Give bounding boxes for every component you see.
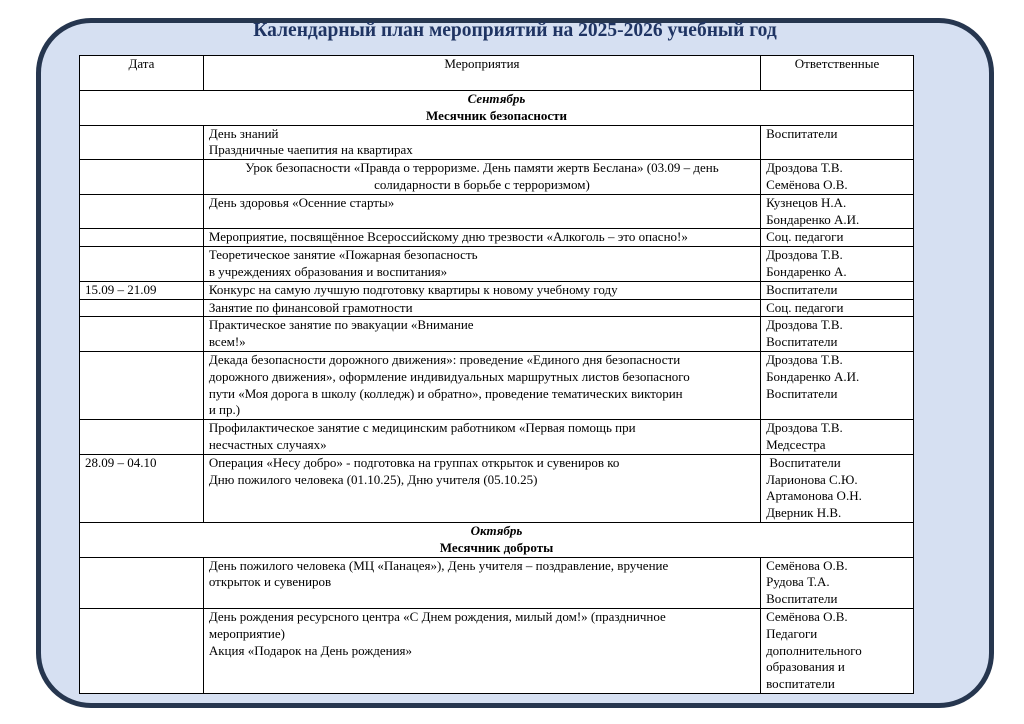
date-cell <box>80 557 204 608</box>
event-cell <box>203 317 760 352</box>
month-theme: Месячник доброты <box>439 539 554 555</box>
table-row <box>80 454 914 522</box>
responsible-cell <box>761 125 914 160</box>
event-text: День рождения ресурсного центра «С Днем рождения, милый дом!» (праздничное <box>208 608 666 624</box>
date-cell <box>80 608 204 693</box>
event-text: несчастных случаях» <box>208 436 327 452</box>
responsible-text: Воспитатели <box>766 454 841 470</box>
event-cell <box>203 160 760 195</box>
month-name: Октябрь <box>470 522 523 538</box>
table-row <box>80 317 914 352</box>
responsible-cell <box>761 557 914 608</box>
date-cell <box>80 194 204 229</box>
responsible-text: Бондаренко А. <box>766 263 847 279</box>
event-text: открыток и сувениров <box>208 574 332 590</box>
table-row <box>80 557 914 608</box>
responsible-text: Воспитатели <box>766 591 838 607</box>
event-cell <box>203 194 760 229</box>
table-body <box>80 91 914 694</box>
event-text: пути «Моя дорога в школу (колледж) и обратно», проведение тематических викторин <box>208 385 683 401</box>
responsible-cell <box>761 247 914 282</box>
responsible-text: Дроздова Т.В. <box>766 160 843 176</box>
responsible-cell <box>761 281 914 299</box>
table-row <box>80 125 914 160</box>
date-cell <box>80 299 204 317</box>
responsible-text: Бондаренко А.И. <box>766 368 860 384</box>
table-row <box>80 247 914 282</box>
event-cell <box>203 608 760 693</box>
event-text: Праздничные чаепития на квартирах <box>208 142 413 158</box>
event-text: Занятие по финансовой грамотности <box>208 299 413 315</box>
responsible-text: Воспитатели <box>766 281 838 297</box>
event-text: День здоровья «Осенние старты» <box>208 194 395 210</box>
responsible-text: воспитатели <box>766 676 835 692</box>
event-text: Мероприятие, посвящённое Всероссийскому дню трезвости «Алкоголь – это опасно!» <box>208 229 688 245</box>
responsible-text: Воспитатели <box>766 125 838 141</box>
responsible-cell <box>761 229 914 247</box>
date-cell <box>80 351 204 419</box>
event-text: День знаний <box>208 125 279 141</box>
event-text: в учреждениях образования и воспитания» <box>208 263 448 279</box>
event-cell <box>203 281 760 299</box>
responsible-cell <box>761 299 914 317</box>
event-text: Конкурс на самую лучшую подготовку квартиры к новому учебному году <box>208 281 618 297</box>
date-cell: 28.09 – 04.10 <box>80 454 204 522</box>
table-row <box>80 194 914 229</box>
responsible-text: образования и <box>766 659 845 675</box>
event-text: Теоретическое занятие «Пожарная безопасность <box>208 247 478 263</box>
responsible-text: Ларионова С.Ю. <box>766 471 858 487</box>
date-cell: 15.09 – 21.09 <box>80 281 204 299</box>
month-row-october <box>80 522 914 557</box>
header-responsible: Ответственные <box>761 56 914 91</box>
month-theme: Месячник безопасности <box>425 107 568 123</box>
responsible-cell <box>761 351 914 419</box>
responsible-text: Рудова Т.А. <box>766 574 830 590</box>
event-text: Урок безопасности «Правда о терроризме. День памяти жертв Беслана» (03.09 – день <box>245 160 719 176</box>
month-heading <box>80 91 914 126</box>
date-cell <box>80 420 204 455</box>
table-row <box>80 420 914 455</box>
event-cell <box>203 125 760 160</box>
responsible-text: Артамонова О.Н. <box>766 488 862 504</box>
event-text: Дню пожилого человека (01.10.25), Дню учителя (05.10.25) <box>208 471 538 487</box>
event-cell <box>203 557 760 608</box>
responsible-text: Соц. педагоги <box>766 299 844 315</box>
event-cell <box>203 454 760 522</box>
responsible-text: Кузнецов Н.А. <box>766 194 847 210</box>
responsible-text: Медсестра <box>766 436 826 452</box>
date-cell <box>80 229 204 247</box>
responsible-text: Семёнова О.В. <box>766 608 848 624</box>
responsible-text: Семёнова О.В. <box>766 176 848 192</box>
table-header-row <box>80 56 914 91</box>
responsible-text: Семёнова О.В. <box>766 557 848 573</box>
table-row <box>80 281 914 299</box>
responsible-text: Дроздова Т.В. <box>766 351 843 367</box>
event-text: Операция «Несу добро» - подготовка на группах открыток и сувениров ко <box>208 454 620 470</box>
event-text: Профилактическое занятие с медицинским работником «Первая помощь при <box>208 420 636 436</box>
event-text: и пр.) <box>208 402 241 418</box>
event-text: День пожилого человека (МЦ «Панацея»), День учителя – поздравление, вручение <box>208 557 669 573</box>
event-cell <box>203 229 760 247</box>
table-row <box>80 299 914 317</box>
event-cell <box>203 299 760 317</box>
month-row-september <box>80 91 914 126</box>
event-text: всем!» <box>208 334 246 350</box>
responsible-text: Соц. педагоги <box>766 229 844 245</box>
event-text: мероприятие) <box>208 625 285 641</box>
event-text: Декада безопасности дорожного движения»: проведение «Единого дня безопасности <box>208 351 681 367</box>
responsible-text: Дроздова Т.В. <box>766 420 843 436</box>
header-date: Дата <box>80 56 204 91</box>
responsible-text: Дверник Н.В. <box>766 505 842 521</box>
responsible-text: Воспитатели <box>766 385 838 401</box>
responsible-text: Дроздова Т.В. <box>766 317 843 333</box>
table-row <box>80 160 914 195</box>
date-cell <box>80 317 204 352</box>
responsible-cell <box>761 160 914 195</box>
table-row <box>80 351 914 419</box>
date-cell <box>80 125 204 160</box>
month-heading <box>80 522 914 557</box>
responsible-cell <box>761 420 914 455</box>
events-table <box>79 55 914 694</box>
event-text: Практическое занятие по эвакуации «Внимание <box>208 317 474 333</box>
event-text: Акция «Подарок на День рождения» <box>208 642 413 658</box>
responsible-cell <box>761 317 914 352</box>
table-row <box>80 608 914 693</box>
event-cell <box>203 247 760 282</box>
event-text: солидарности в борьбе с терроризмом) <box>374 176 590 192</box>
responsible-text: Воспитатели <box>766 334 838 350</box>
date-cell <box>80 160 204 195</box>
responsible-cell <box>761 194 914 229</box>
event-cell <box>203 420 760 455</box>
responsible-text: Дроздова Т.В. <box>766 247 843 263</box>
responsible-text: дополнительного <box>766 642 862 658</box>
page-title: Календарный план мероприятий на 2025-2026 учебный год <box>253 20 777 41</box>
responsible-text: Бондаренко А.И. <box>766 211 860 227</box>
table-row <box>80 229 914 247</box>
date-cell <box>80 247 204 282</box>
header-events: Мероприятия <box>203 56 760 91</box>
event-text: дорожного движения», оформление индивидуальных маршрутных листов безопасного <box>208 368 690 384</box>
event-cell <box>203 351 760 419</box>
responsible-text: Педагоги <box>766 625 818 641</box>
responsible-cell <box>761 454 914 522</box>
responsible-cell <box>761 608 914 693</box>
month-name: Сентябрь <box>467 91 526 106</box>
